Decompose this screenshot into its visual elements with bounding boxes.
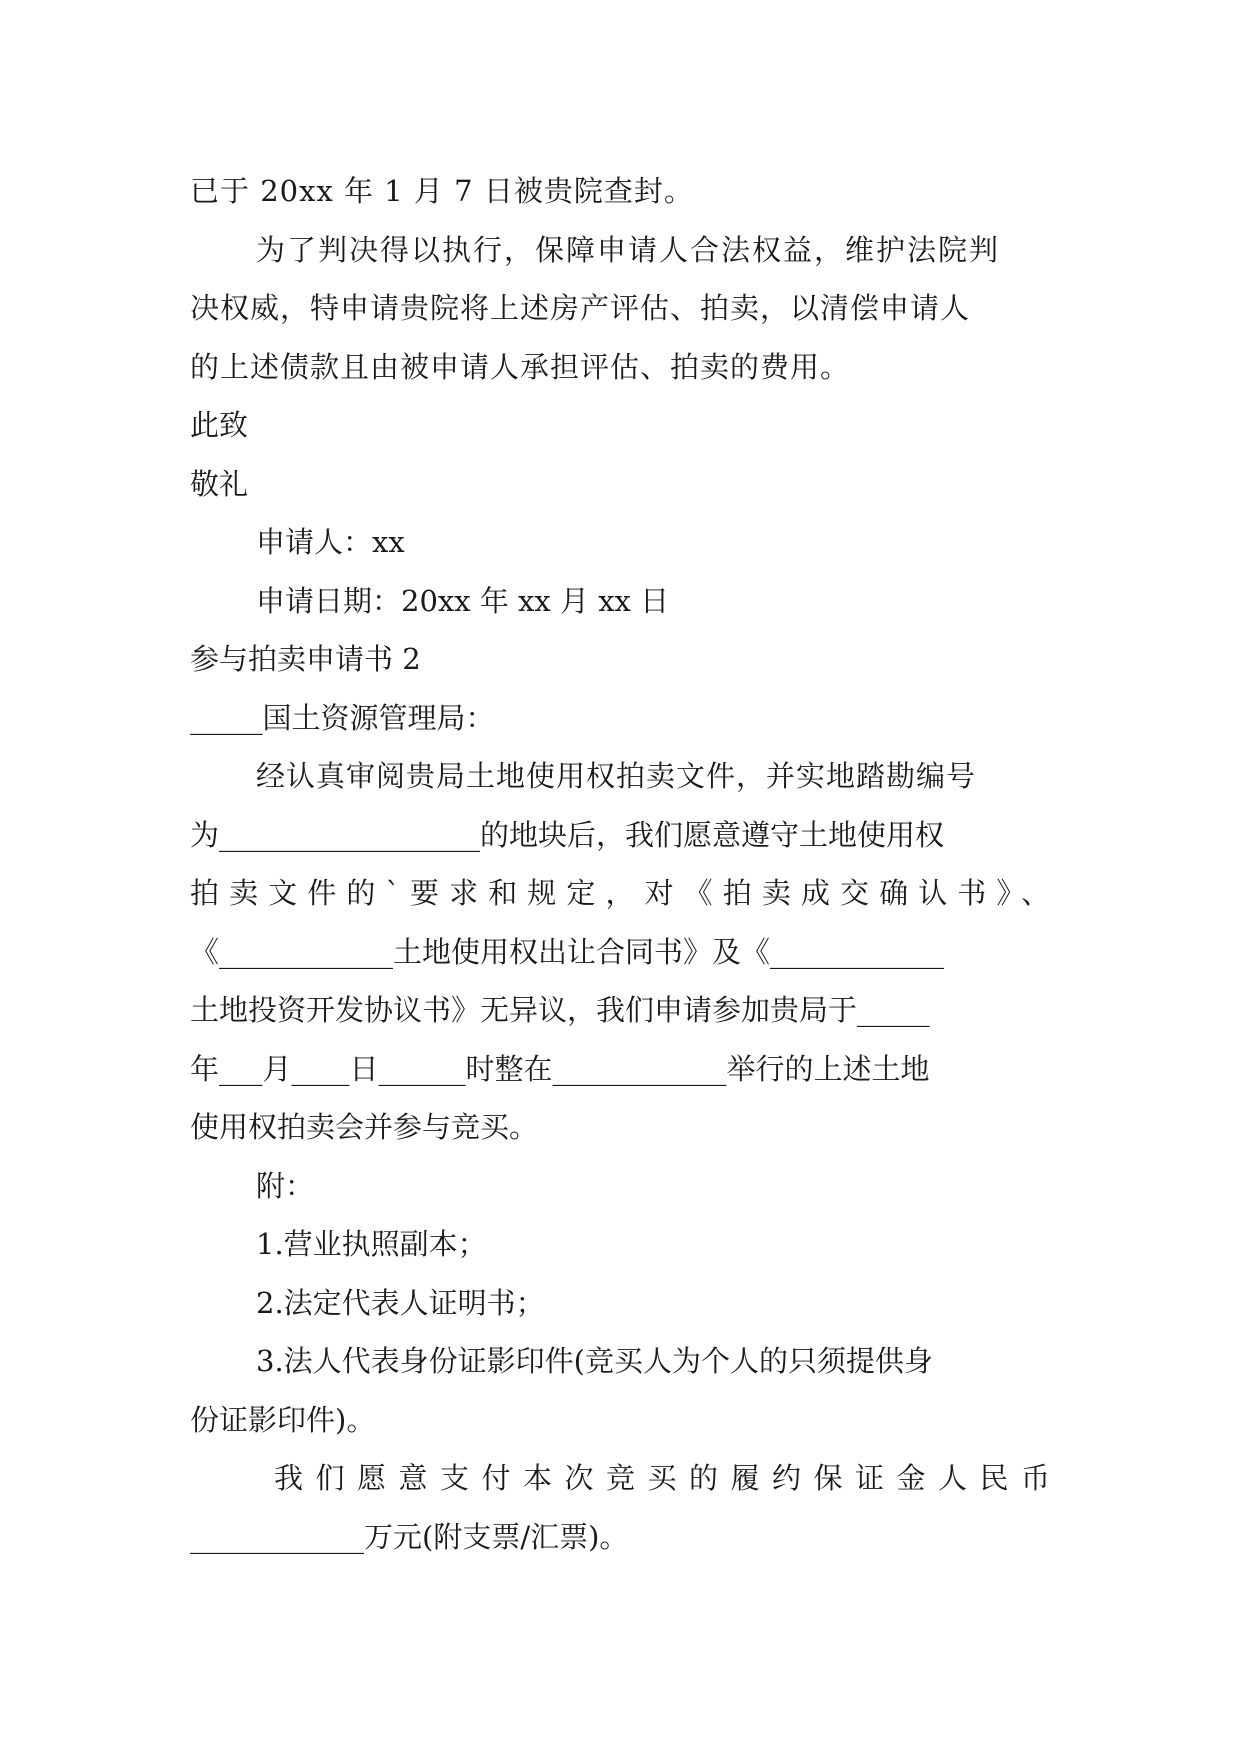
text-line: 土地投资开发协议书》无异议，我们申请参加贵局于_____ — [190, 993, 930, 1027]
document-page — [190, 162, 1050, 1566]
section-title: 参与拍卖申请书 2 — [190, 642, 421, 676]
attachment-item: 3.法人代表身份证影印件(竞买人为个人的只须提供身 — [256, 1344, 933, 1378]
text-line: 我们愿意支付本次竞买的履约保证金人民币 — [274, 1461, 1050, 1495]
text-line: 份证影印件)。 — [190, 1402, 376, 1437]
attachment-item: 1.营业执照副本； — [256, 1227, 487, 1261]
text-line: 为了判决得以执行，保障申请人合法权益，维护法院判 — [256, 232, 1001, 267]
attachments-heading: 附： — [256, 1168, 315, 1203]
text-line: 为__________________的地块后，我们愿意遵守土地使用权 — [190, 817, 945, 852]
text-line: 决权威，特申请贵院将上述房产评估、拍卖，以清偿申请人 — [190, 291, 971, 325]
text-line: 拍卖文件的`要求和规定，对《拍卖成交确认书》、 — [190, 876, 1050, 910]
text-line: 《____________土地使用权出让合同书》及《____________ — [190, 934, 945, 969]
text-line: 已于 20xx 年 1 月 7 日被贵院查封。 — [190, 174, 694, 208]
attachment-item: 2.法定代表人证明书； — [256, 1285, 545, 1320]
text-line: 经认真审阅贵局土地使用权拍卖文件，并实地踏勘编号 — [256, 759, 977, 793]
closing-regards: 敬礼 — [190, 466, 249, 501]
addressee-line: _____国土资源管理局： — [190, 700, 495, 735]
text-line: 的上述债款且由被申请人承担评估、拍卖的费用。 — [190, 349, 851, 384]
text-line: 使用权拍卖会并参与竞买。 — [190, 1110, 539, 1144]
applicant-line: 申请人：xx — [256, 525, 405, 559]
closing-salutation: 此致 — [190, 408, 249, 442]
application-date-line: 申请日期：20xx 年 xx 月 xx 日 — [256, 583, 670, 618]
text-line: 年___月____日______时整在____________举行的上述土地 — [190, 1051, 930, 1086]
text-line: ____________万元(附支票/汇票)。 — [190, 1519, 629, 1554]
